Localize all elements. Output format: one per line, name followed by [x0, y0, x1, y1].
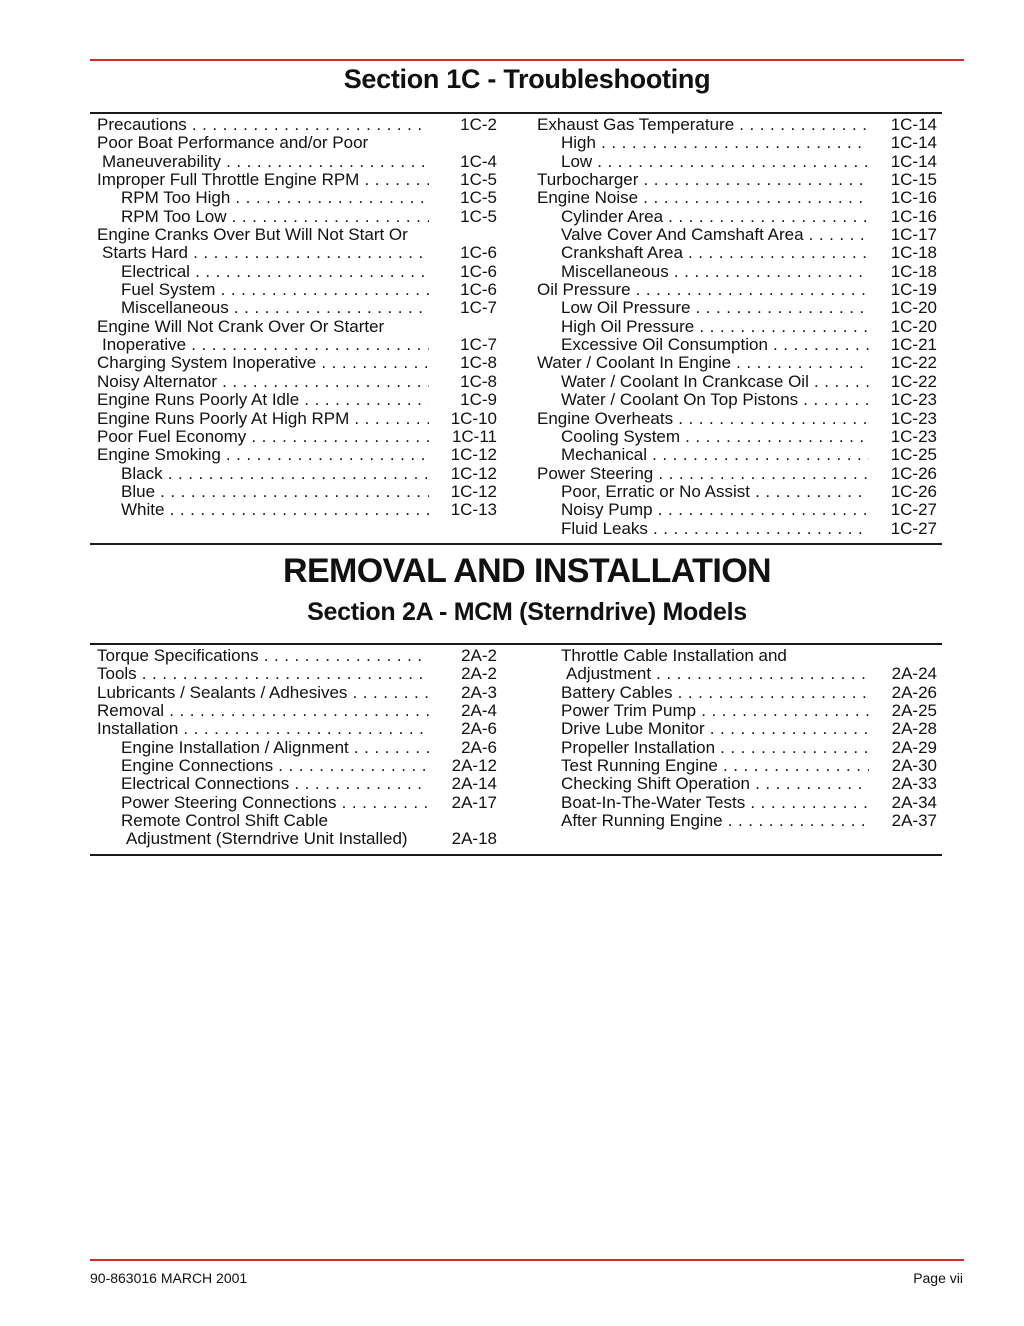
toc-entry[interactable] — [537, 794, 937, 812]
toc-entry-page: 1C-6 — [460, 280, 497, 300]
toc-entry[interactable] — [97, 757, 497, 775]
toc-entry-page: 1C-16 — [890, 206, 937, 226]
toc-entry-label: Engine Will Not Crank Over Or Starter — [97, 317, 385, 336]
toc-entry-label: Lubricants / Sealants / Adhesives . . . — [97, 684, 429, 702]
section-1c-top-rule — [90, 112, 942, 114]
toc-entry-page: 1C-5 — [460, 170, 497, 190]
toc-entry-page: 1C-26 — [890, 481, 937, 501]
toc-entry[interactable] — [537, 520, 937, 538]
toc-entry-page: 1C-23 — [890, 390, 937, 410]
toc-entry[interactable] — [97, 830, 497, 848]
toc-entry-label: Fuel System . . . — [97, 281, 429, 299]
toc-entry-page: 1C-6 — [460, 261, 497, 281]
toc-entry[interactable] — [537, 189, 937, 207]
toc-entry-page: 1C-11 — [451, 426, 497, 446]
toc-entry-page: 1C-14 — [890, 133, 937, 153]
toc-entry[interactable] — [97, 665, 497, 683]
toc-entry-page: 1C-20 — [890, 316, 937, 336]
toc-entry[interactable] — [97, 702, 497, 720]
toc-entry-page: 2A-3 — [461, 682, 497, 702]
toc-entry-page: 1C-17 — [890, 225, 937, 245]
toc-entry-label: After Running Engine . . . — [537, 812, 869, 830]
toc-entry-label: Throttle Cable Installation and — [561, 647, 787, 665]
toc-entry-page: 1C-8 — [460, 371, 497, 391]
toc-entry-label: Cylinder Area . . . — [537, 208, 869, 226]
toc-entry-label: Noisy Alternator . . . — [97, 373, 429, 391]
toc-entry-label: Improper Full Throttle Engine RPM . . . — [97, 171, 429, 189]
toc-entry-page: 1C-18 — [890, 243, 937, 263]
toc-entry-label: Power Steering Connections . . . — [97, 794, 429, 812]
toc-entry-page: 2A-24 — [891, 664, 937, 684]
toc-entry-label: Precautions . . . — [97, 116, 429, 134]
toc-entry-label: Exhaust Gas Temperature . . . — [537, 116, 869, 134]
toc-entry-page: 2A-18 — [451, 829, 497, 849]
toc-entry[interactable] — [537, 244, 937, 262]
toc-entry[interactable] — [537, 373, 937, 391]
toc-entry-label: Water / Coolant In Crankcase Oil . . . — [537, 373, 869, 391]
toc-entry-label: RPM Too High . . . — [97, 189, 429, 207]
toc-entry-label: Fluid Leaks . . . — [537, 520, 869, 538]
toc-entry-page: 1C-23 — [890, 408, 937, 428]
toc-entry-page: 1C-4 — [460, 151, 497, 171]
toc-entry[interactable] — [537, 757, 937, 775]
toc-entry-page: 1C-9 — [460, 390, 497, 410]
toc-entry-page: 2A-17 — [451, 792, 497, 812]
toc-entry-page: 1C-18 — [890, 261, 937, 281]
toc-entry-label: Poor Fuel Economy . . . — [97, 428, 429, 446]
toc-entry[interactable] — [537, 775, 937, 793]
toc-entry[interactable] — [537, 263, 937, 281]
toc-entry[interactable] — [537, 410, 937, 428]
toc-entry-label: Starts Hard . . . — [97, 244, 429, 262]
toc-entry-page: 1C-23 — [890, 426, 937, 446]
toc-entry-page: 2A-6 — [461, 737, 497, 757]
bottom-red-rule — [90, 1259, 964, 1261]
toc-entry-label: Engine Runs Poorly At High RPM . . . — [97, 410, 429, 428]
toc-entry[interactable] — [537, 354, 937, 372]
toc-entry[interactable] — [97, 684, 497, 702]
section-2a-top-rule — [90, 643, 942, 645]
top-red-rule — [90, 59, 964, 61]
toc-entry[interactable] — [537, 665, 937, 683]
toc-entry-label: Drive Lube Monitor . . . — [537, 720, 869, 738]
toc-entry-label: Test Running Engine . . . — [537, 757, 869, 775]
toc-entry[interactable] — [97, 465, 497, 483]
section-1c-title: Section 1C - Troubleshooting — [343, 64, 711, 94]
toc-entry-page: 1C-7 — [460, 335, 497, 355]
toc-entry-label: Electrical . . . — [97, 263, 429, 281]
toc-entry-page: 1C-12 — [450, 463, 497, 483]
toc-entry[interactable] — [537, 812, 937, 830]
section-2a-bottom-rule — [90, 854, 942, 856]
toc-entry-page: 1C-22 — [890, 371, 937, 391]
toc-entry-page: 1C-5 — [460, 206, 497, 226]
toc-entry-page: 1C-27 — [890, 518, 937, 538]
toc-entry-page: 1C-12 — [450, 445, 497, 465]
toc-entry[interactable] — [97, 391, 497, 409]
toc-entry-label: RPM Too Low . . . — [97, 208, 429, 226]
toc-entry-label: Oil Pressure . . . — [537, 281, 869, 299]
toc-entry-page: 2A-34 — [891, 792, 937, 812]
toc-entry-label: Miscellaneous . . . — [97, 299, 429, 317]
toc-entry-label: High Oil Pressure . . . — [537, 318, 869, 336]
toc-entry-label: Poor, Erratic or No Assist . . . — [537, 483, 869, 501]
toc-entry[interactable] — [97, 775, 497, 793]
toc-entry[interactable] — [537, 501, 937, 519]
toc-entry-page: 1C-20 — [890, 298, 937, 318]
toc-entry[interactable] — [97, 354, 497, 372]
toc-entry-page: 1C-2 — [460, 115, 497, 134]
toc-entry-label: Checking Shift Operation . . . — [537, 775, 869, 793]
toc-entry-label: Water / Coolant On Top Pistons . . . — [537, 391, 869, 409]
toc-entry-page: 2A-25 — [891, 701, 937, 721]
toc-entry[interactable] — [537, 391, 937, 409]
toc-entry[interactable] — [537, 208, 937, 226]
toc-entry-page: 1C-6 — [460, 243, 497, 263]
toc-entry-page: 2A-30 — [891, 756, 937, 776]
toc-entry-label: Removal . . . — [97, 702, 429, 720]
toc-entry-label: Mechanical . . . — [537, 446, 869, 464]
toc-entry[interactable] — [97, 318, 497, 336]
toc-entry-label: Engine Connections . . . — [97, 757, 429, 775]
part-title: REMOVAL AND INSTALLATION — [282, 552, 771, 590]
toc-entry-label: Water / Coolant In Engine . . . — [537, 354, 869, 372]
toc-entry[interactable] — [97, 410, 497, 428]
toc-entry-label: Inoperative . . . — [97, 336, 429, 354]
toc-entry-page: 2A-26 — [891, 682, 937, 702]
toc-entry[interactable] — [97, 739, 497, 757]
toc-entry-label: Engine Cranks Over But Will Not Start Or — [97, 226, 408, 245]
toc-entry-page: 2A-33 — [891, 774, 937, 794]
toc-entry-label: Engine Smoking . . . — [97, 446, 429, 464]
toc-entry[interactable] — [537, 465, 937, 483]
toc-entry-page: 2A-4 — [461, 701, 497, 721]
toc-entry[interactable] — [537, 702, 937, 720]
toc-entry[interactable] — [97, 244, 497, 262]
toc-entry-page: 1C-21 — [890, 335, 937, 355]
toc-entry-label: Torque Specifications . . . — [97, 647, 429, 665]
toc-entry[interactable] — [537, 336, 937, 354]
toc-entry[interactable] — [97, 171, 497, 189]
toc-entry[interactable] — [537, 647, 937, 665]
toc-entry-page: 2A-14 — [451, 774, 497, 794]
toc-entry[interactable] — [537, 739, 937, 757]
toc-entry-label: Power Steering . . . — [537, 465, 869, 483]
toc-entry-label: Power Trim Pump . . . — [537, 702, 869, 720]
toc-entry[interactable] — [537, 684, 937, 702]
toc-entry[interactable] — [97, 720, 497, 738]
toc-entry[interactable] — [537, 281, 937, 299]
toc-entry[interactable] — [97, 226, 497, 244]
toc-entry[interactable] — [97, 116, 497, 134]
toc-entry-label: Tools . . . — [97, 665, 429, 683]
toc-entry[interactable] — [537, 116, 937, 134]
section-2a-title: Section 2A - MCM (Sterndrive) Models — [307, 598, 747, 626]
toc-entry-page: 1C-22 — [890, 353, 937, 373]
toc-entry-label: Remote Control Shift Cable — [121, 812, 328, 831]
toc-entry-label: High . . . — [537, 134, 869, 152]
toc-entry-page: 1C-16 — [890, 188, 937, 208]
toc-entry-page: 1C-12 — [450, 481, 497, 501]
toc-entry[interactable] — [97, 189, 497, 207]
toc-entry[interactable] — [537, 134, 937, 152]
toc-entry-label: Electrical Connections . . . — [97, 775, 429, 793]
toc-entry-label: Adjustment (Sterndrive Unit Installed) — [126, 830, 408, 849]
toc-1c-right — [537, 116, 937, 538]
toc-entry-page: 1C-25 — [890, 445, 937, 465]
toc-entry[interactable] — [97, 794, 497, 812]
toc-entry[interactable] — [97, 812, 497, 830]
toc-entry-page: 1C-27 — [890, 500, 937, 520]
toc-entry-label: Crankshaft Area . . . — [537, 244, 869, 262]
toc-entry-label: Miscellaneous . . . — [537, 263, 869, 281]
toc-entry-label: Engine Noise . . . — [537, 189, 869, 207]
toc-entry[interactable] — [97, 299, 497, 317]
toc-entry-page: 2A-2 — [461, 664, 497, 684]
toc-entry-page: 1C-13 — [450, 500, 497, 520]
toc-entry-page: 1C-14 — [890, 151, 937, 171]
toc-entry-label: Engine Runs Poorly At Idle . . . — [97, 391, 429, 409]
toc-2a-right — [537, 647, 937, 830]
toc-entry-page: 1C-10 — [450, 408, 497, 428]
toc-entry[interactable] — [537, 720, 937, 738]
toc-entry-label: Turbocharger . . . — [537, 171, 869, 189]
toc-entry[interactable] — [97, 153, 497, 171]
toc-entry-label: Blue . . . — [97, 483, 429, 501]
toc-entry-label: Engine Overheats . . . — [537, 410, 869, 428]
toc-entry[interactable] — [537, 171, 937, 189]
toc-entry-page: 1C-19 — [890, 280, 937, 300]
toc-entry-label: Low . . . — [537, 153, 869, 171]
footer-doc-id: 90-863016 MARCH 2001 — [90, 1270, 248, 1286]
toc-entry[interactable] — [97, 373, 497, 391]
toc-entry[interactable] — [97, 446, 497, 464]
toc-entry-label: Valve Cover And Camshaft Area . . . — [537, 226, 869, 244]
toc-entry[interactable] — [537, 226, 937, 244]
toc-entry-page: 1C-15 — [890, 170, 937, 190]
toc-entry-label: Excessive Oil Consumption . . . — [537, 336, 869, 354]
toc-entry[interactable] — [97, 483, 497, 501]
toc-entry[interactable] — [97, 134, 497, 152]
section-1c-bottom-rule — [90, 543, 942, 545]
toc-entry-label: Boat-In-The-Water Tests . . . — [537, 794, 869, 812]
toc-entry-label: Battery Cables . . . — [537, 684, 869, 702]
toc-entry-label: Poor Boat Performance and/or Poor — [97, 134, 369, 153]
toc-entry-page: 1C-26 — [890, 463, 937, 483]
toc-entry[interactable] — [537, 446, 937, 464]
toc-entry-page: 1C-14 — [890, 115, 937, 134]
toc-2a-left — [97, 647, 497, 849]
toc-entry-label: White . . . — [97, 501, 429, 519]
toc-entry[interactable] — [97, 428, 497, 446]
toc-entry[interactable] — [537, 299, 937, 317]
toc-entry-label: Adjustment . . . — [537, 665, 869, 683]
toc-entry-label: Noisy Pump . . . — [537, 501, 869, 519]
toc-entry-label: Engine Installation / Alignment . . . — [97, 739, 429, 757]
toc-entry-label: Installation . . . — [97, 720, 429, 738]
toc-entry[interactable] — [537, 483, 937, 501]
toc-entry-page: 2A-28 — [891, 719, 937, 739]
toc-entry-label: Propeller Installation . . . — [537, 739, 869, 757]
toc-entry-label: Black . . . — [97, 465, 429, 483]
toc-entry-page: 1C-7 — [460, 298, 497, 318]
footer-page-number: Page vii — [913, 1270, 963, 1286]
toc-entry-label: Maneuverability . . . — [97, 153, 429, 171]
toc-entry[interactable] — [537, 153, 937, 171]
toc-entry-page: 2A-12 — [451, 756, 497, 776]
toc-entry[interactable] — [537, 428, 937, 446]
toc-entry[interactable] — [97, 263, 497, 281]
toc-entry-page: 2A-2 — [461, 646, 497, 665]
toc-entry-label: Charging System Inoperative . . . — [97, 354, 429, 372]
toc-entry-page: 1C-5 — [460, 188, 497, 208]
toc-entry-page: 2A-37 — [891, 811, 937, 831]
toc-entry[interactable] — [97, 208, 497, 226]
toc-1c-left — [97, 116, 497, 520]
toc-entry-label: Low Oil Pressure . . . — [537, 299, 869, 317]
toc-entry-page: 1C-8 — [460, 353, 497, 373]
toc-entry-page: 2A-6 — [461, 719, 497, 739]
toc-entry[interactable] — [97, 336, 497, 354]
toc-entry-page: 2A-29 — [891, 737, 937, 757]
toc-entry[interactable] — [97, 647, 497, 665]
toc-entry[interactable] — [97, 281, 497, 299]
toc-entry-label: Cooling System . . . — [537, 428, 869, 446]
toc-entry[interactable] — [537, 318, 937, 336]
toc-entry[interactable] — [97, 501, 497, 519]
